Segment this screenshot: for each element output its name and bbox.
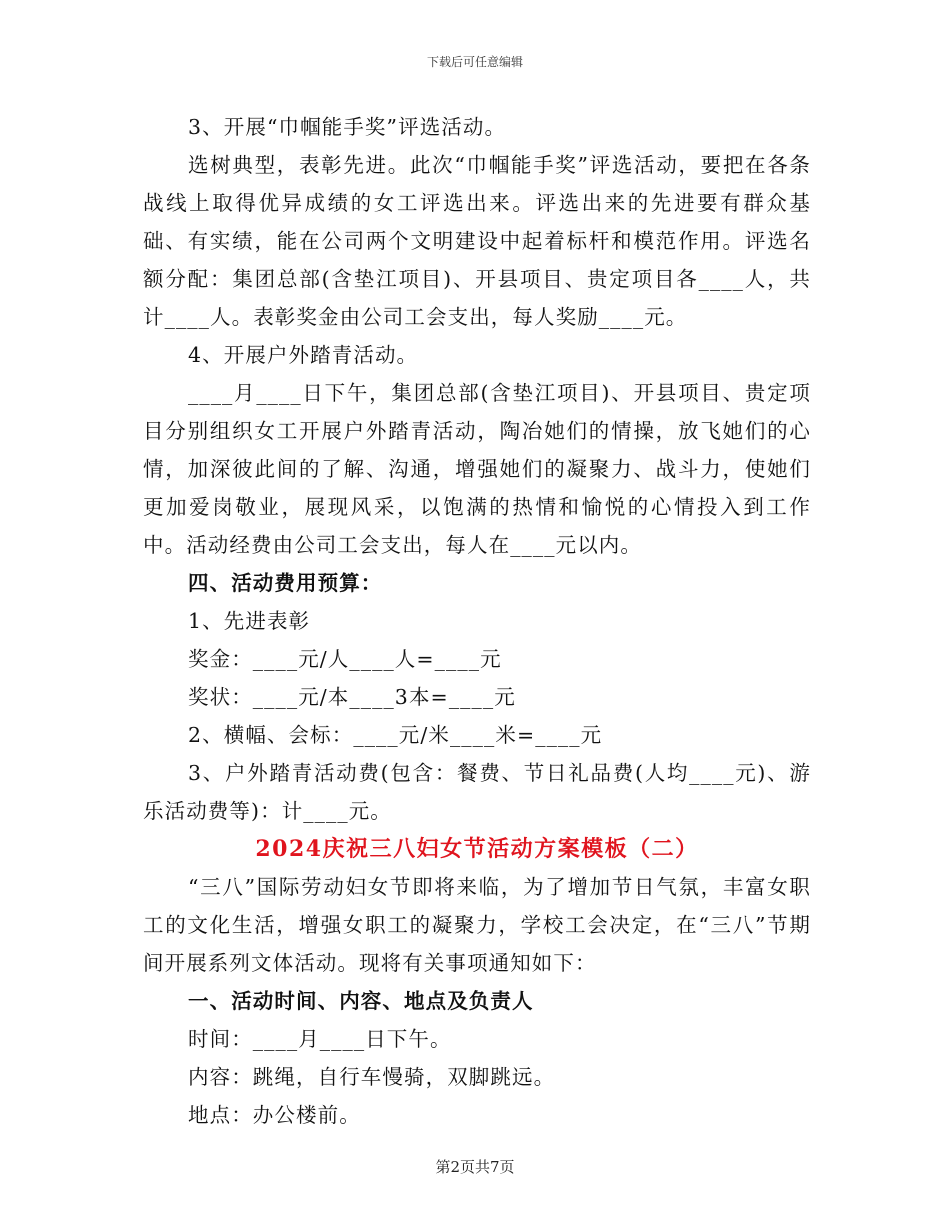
paragraph-award-detail: 选树典型，表彰先进。此次“巾帼能手奖”评选活动，要把在各条战线上取得优异成绩的女工评选出来。评选出来的先进要有群众基础、有实绩，能在公司两个文明建设中起着标杆和模范作用。评选名额分配：集团总部(含垫江项目)、开县项目、贵定项目各____人，共计____人。表彰奖金由公司工会支出，每人奖励____元。	[143, 153, 811, 329]
paragraph-award-heading: 3、开展“巾帼能手奖”评选活动。	[188, 115, 507, 139]
budget-item-outing: 3、户外踏青活动费(包含：餐费、节日礼品费(人均____元)、游乐活动费等)：计____元。	[143, 761, 811, 823]
budget-item-banner: 2、横幅、会标：____元/米____米=____元	[188, 723, 603, 747]
page-footer: 第2页共7页	[435, 1158, 515, 1176]
activity-content: 内容：跳绳，自行车慢骑，双脚跳远。	[188, 1065, 556, 1089]
section-budget-heading: 四、活动费用预算：	[188, 571, 383, 595]
activity-location: 地点：办公楼前。	[188, 1103, 361, 1127]
paragraph-intro: “三八”国际劳动妇女节即将来临，为了增加节日气氛，丰富女职工的文化生活，增强女职工的凝聚力，学校工会决定，在“三八”节期间开展系列文体活动。现将有关事项通知如下：	[143, 875, 811, 975]
paragraph-outing-heading: 4、开展户外踏青活动。	[188, 343, 419, 367]
paragraph-outing-detail: ____月____日下午，集团总部(含垫江项目)、开县项目、贵定项目分别组织女工开展户外踏青活动，陶冶她们的情操，放飞她们的心情，加深彼此间的了解、沟通，增强她们的凝聚力、战斗力，使她们更加爱岗敬业，展现风采，以饱满的热情和愉悦的心情投入到工作中。活动经费由公司工会支出，每人在____元以内。	[143, 381, 811, 557]
document-title: 2024庆祝三八妇女节活动方案模板（二）	[255, 836, 699, 862]
section-activity-heading: 一、活动时间、内容、地点及负责人	[188, 989, 534, 1013]
budget-line-bonus: 奖金：____元/人____人=____元	[188, 647, 502, 671]
document-body	[143, 108, 811, 1134]
page-header: 下载后可任意编辑	[426, 55, 523, 69]
budget-item-commendation: 1、先进表彰	[188, 609, 311, 633]
activity-time: 时间：____月____日下午。	[188, 1027, 452, 1051]
budget-line-certificate: 奖状：____元/本____3本=____元	[188, 685, 516, 709]
